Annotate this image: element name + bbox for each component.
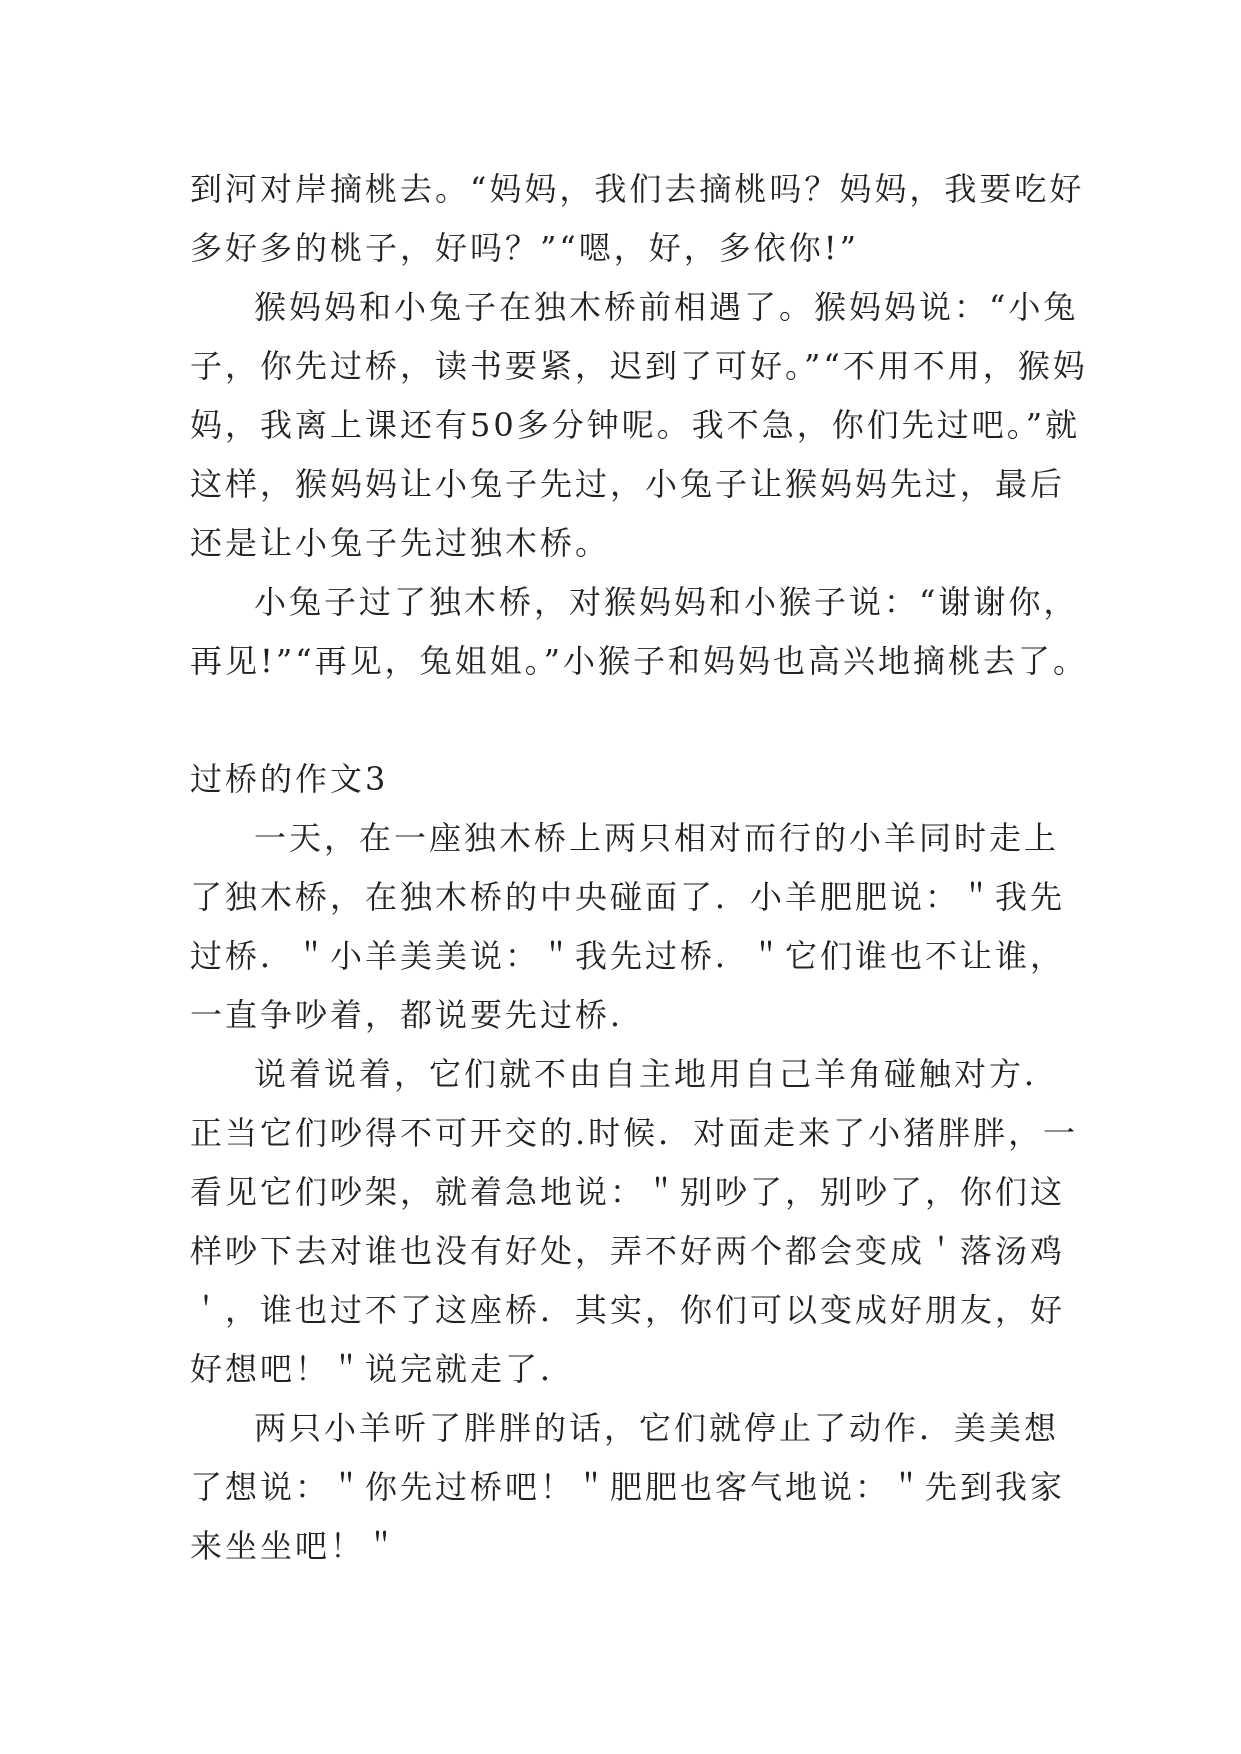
paragraph-continuation: 到河对岸摘桃去。“妈妈，我们去摘桃吗？妈妈，我要吃好多好多的桃子，好吗？”“嗯，好，多依你!” [190,170,1085,267]
paragraph: 说着说着，它们就不由自主地用自己羊角碰触对方．正当它们吵得不可开交的.时候．对面走来了小猪胖胖，一看见它们吵架，就着急地说：＂别吵了，别吵了，你们这样吵下去对谁也没有好处，弄不好两个都会变成＇落汤鸡＇，谁也过不了这座桥．其实，你们可以变成好朋友，好好想吧！＂说完就走了． [190,1055,1079,1388]
section-heading: 过桥的作文3 [190,760,389,798]
document-body [190,160,1090,1576]
paragraph: 小兔子过了独木桥，对猴妈妈和小猴子说：“谢谢你，再见!”“再见，兔姐姐。”小猴子和妈妈也高兴地摘桃去了。 [190,583,1088,680]
paragraph: 一天，在一座独木桥上两只相对而行的小羊同时走上了独木桥，在独木桥的中央碰面了．小羊肥肥说：＂我先过桥．＂小羊美美说：＂我先过桥．＂它们谁也不让谁，一直争吵着，都说要先过桥． [190,819,1066,1034]
paragraph: 猴妈妈和小兔子在独木桥前相遇了。猴妈妈说：“小兔子，你先过桥，读书要紧，迟到了可好。”“不用不用，猴妈妈，我离上课还有50多分钟呢。我不急，你们先过吧。”就这样，猴妈妈让小兔子先过，小兔子让猴妈妈先过，最后还是让小兔子先过独木桥。 [190,288,1088,562]
paragraph: 两只小羊听了胖胖的话，它们就停止了动作．美美想了想说：＂你先过桥吧！＂肥肥也客气地说：＂先到我家来坐坐吧！＂ [190,1409,1066,1565]
